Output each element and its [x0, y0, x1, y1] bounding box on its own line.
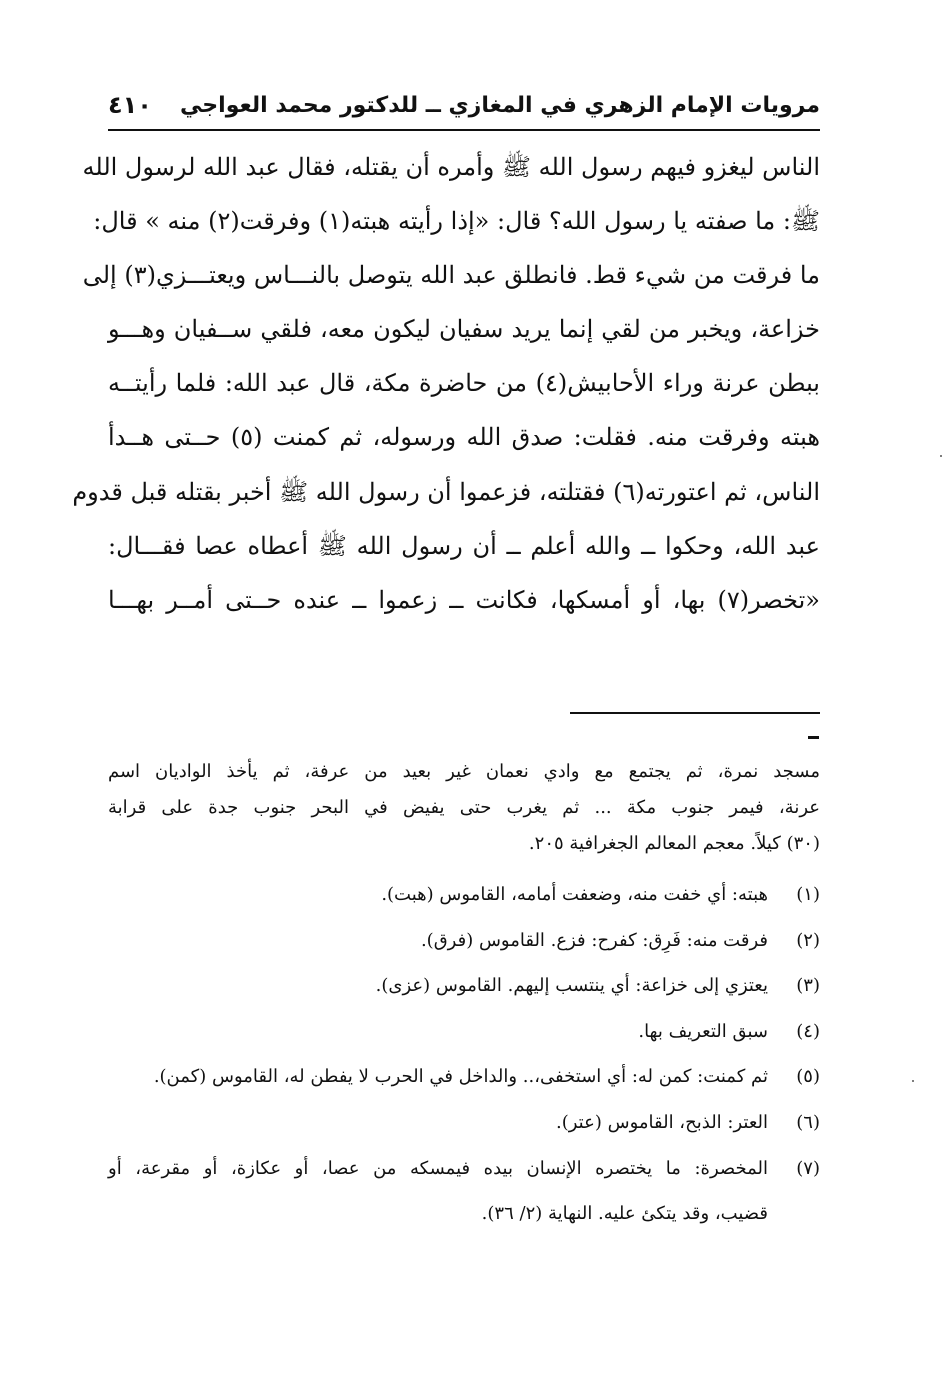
footnote-text: يعتزي إلى خزاعة: أي ينتسب إليهم. القاموس (عزى). [375, 975, 768, 997]
page-number: ٤١٠ [108, 91, 152, 119]
footnote-number: (٣) [796, 975, 820, 997]
footnote-text: سبق التعريف بها. [638, 1020, 768, 1042]
footnote-7-continuation [108, 1191, 820, 1237]
footnote-1 [108, 872, 820, 918]
footnote-7 [108, 1146, 820, 1192]
footnote-text-line: المخصرة: ما يختصره الإنسان بيده فيمسكه من عصا، أو عكازة، أو مقرعة، أو [108, 1157, 768, 1179]
footnote-text: العتر: الذبح، القاموس (عتر). [556, 1111, 768, 1133]
footnote-number: (٥) [796, 1066, 820, 1088]
footnote-number: (٤) [796, 1020, 820, 1042]
text-line: الناس ليغزو فيهم رسول الله ﷺ وأمره أن يقتله، فقال عبد الله لرسول الله [82, 153, 820, 181]
text-line: الناس، ثم اعتورته(٦) فقتلته، فزعموا أن رسول الله ﷺ أخبر بقتله قبل قدوم [72, 477, 820, 506]
text-line: هبته وفرقت منه. فقلت: صدق الله ورسوله، ثم كمنت (٥) حــتى هــدأ [108, 423, 820, 452]
text-line: خزاعة، ويخبر من لقي إنما يريد سفيان ليكون معه، فلقي ســفيان وهـــو [108, 315, 820, 344]
footnote-number: (١) [796, 884, 820, 905]
header-rule [108, 129, 820, 131]
running-title: مرويات الإمام الزهري في المغازي ــ للدكتور محمد العواجي [180, 92, 820, 118]
text-line: عبد الله، وحكوا ــ والله أعلم ــ أن رسول الله ﷺ أعطاه عصا فقـــال: [108, 531, 820, 560]
footnote-continuation-mark [808, 736, 819, 739]
scan-speck [940, 455, 942, 457]
scan-speck [912, 1080, 914, 1082]
footnote-4 [108, 1009, 820, 1055]
footnote-text: ثم كمنت: كمن له: أي استخفى،.. والداخل في الحرب لا يفطن له، القاموس (كمن). [153, 1066, 768, 1088]
footnote-text: فرقت منه: فَرِق: كفرح: فزع. القاموس (فرق). [420, 929, 768, 951]
text-line: «تخصر(٧) بها، أو أمسكها، فكانت ــ زعموا ــ عنده حــتى أمــر بهـــا [108, 585, 820, 614]
footnote-number: (٧) [796, 1157, 820, 1179]
footnote-continuation [108, 754, 820, 862]
footnote-6 [108, 1100, 820, 1146]
footnote-3 [108, 963, 820, 1009]
footnote-number: (٦) [796, 1111, 820, 1133]
text-line: ﷺ: ما صفته يا رسول الله؟ قال: «إذا رأيته هبته(١) وفرقت(٢) منه » قال: [93, 207, 820, 236]
footnote-2 [108, 918, 820, 964]
footnote-separator [570, 712, 820, 714]
footnote-text-line: قضيب، وقد يتكئ عليه. النهاية (٢/ ٣٦). [481, 1203, 768, 1225]
footnote-continuation-line: عرنة، فيمر جنوب مكة ... ثم يغرب حتى يفيض في البحر جنوب جدة على قرابة [108, 797, 820, 818]
footnote-continuation-line: مسجد نمرة، ثم يجتمع مع وادي نعمان غير بعيد من عرفة، ثم يأخذ الواديان اسم [108, 761, 820, 782]
footnote-5 [108, 1054, 820, 1100]
text-line: ببطن عرنة وراء الأحابيش(٤) من حاضرة مكة، قال عبد الله: فلما رأيتــه [108, 369, 820, 398]
footnote-text: هبته: أي خفت منه، وضعفت أمامه، القاموس (هبت). [381, 884, 768, 905]
text-line: ما فرقت من شيء قط. فانطلق عبد الله يتوصل بالنـــاس ويعتـــزي(٣) إلى [82, 261, 820, 290]
footnotes [108, 872, 820, 1237]
footnote-number-spacer [768, 1191, 820, 1237]
footnote-number: (٢) [796, 929, 820, 951]
main-text [72, 140, 820, 627]
footnote-continuation-line: (٣٠) كيلاً. معجم المعالم الجغرافية ٢٠٥. [528, 833, 820, 854]
footnote-text [108, 1146, 768, 1192]
page-header [108, 86, 820, 124]
